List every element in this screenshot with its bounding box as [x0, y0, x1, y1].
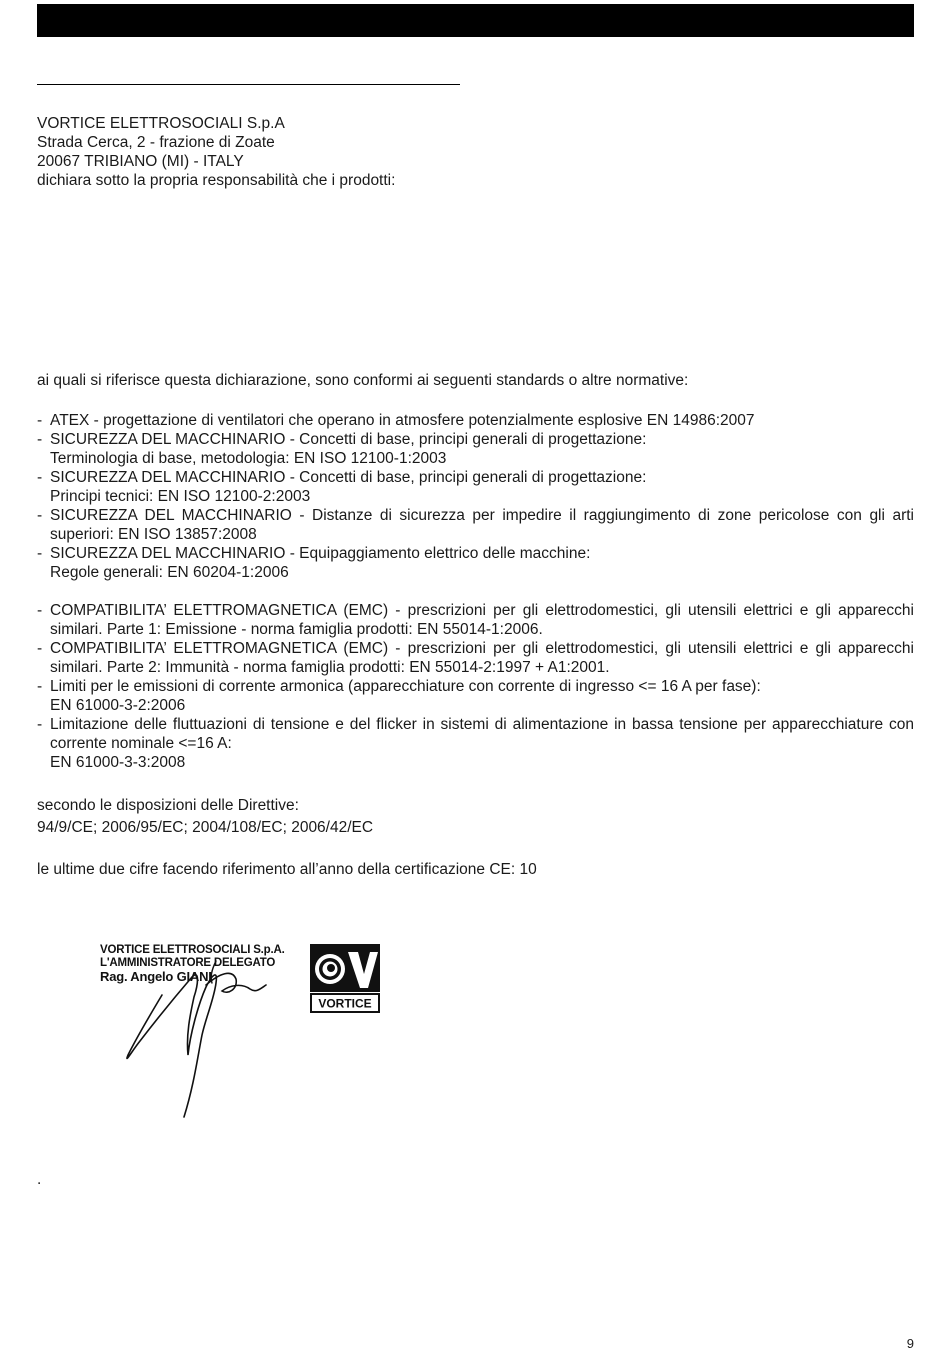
standard-item-line: - SICUREZZA DEL MACCHINARIO - Equipaggiamento elettrico delle macchine: — [50, 545, 591, 562]
standard-item — [37, 411, 914, 430]
standard-item — [37, 601, 914, 639]
vortice-logo-icon — [310, 944, 380, 1013]
standards-group-2 — [37, 601, 914, 772]
standard-item-line: Principi tecnici: EN ISO 12100-2:2003 — [50, 488, 311, 505]
standard-item — [37, 639, 914, 677]
directives-list: 94/9/CE; 2006/95/EC; 2004/108/EC; 2006/42/EC — [37, 819, 374, 836]
declaration-intro: dichiara sotto la propria responsabilità che i prodotti: — [37, 172, 396, 189]
standard-item-line: EN 61000-3-3:2008 — [50, 754, 186, 771]
standard-item-line: - SICUREZZA DEL MACCHINARIO - Distanze di sicurezza per impedire il raggiungimento di zone pericolose con gli arti superiori: EN ISO 13857:2008 — [50, 507, 914, 543]
title-underline — [37, 84, 460, 85]
directives-intro: secondo le disposizioni delle Direttive: — [37, 797, 299, 814]
stamp-line-2: L'AMMINISTRATORE DELEGATO — [100, 957, 276, 969]
standard-item-line: - Limiti per le emissioni di corrente armonica (apparecchiature con corrente di ingresso <= 16 A per fase): — [50, 678, 761, 695]
standard-item-line: Terminologia di base, metodologia: EN ISO 12100-1:2003 — [50, 450, 447, 467]
company-block — [37, 114, 914, 190]
standard-item — [37, 430, 914, 468]
stamp-line-1: VORTICE ELETTROSOCIALI S.p.A. — [100, 944, 285, 956]
company-address-line2: 20067 TRIBIANO (MI) - ITALY — [37, 153, 244, 170]
standard-item-line: - COMPATIBILITA’ ELETTROMAGNETICA (EMC) - prescrizioni per gli elettrodomestici, gli utensili elettrici e gli apparecchi similari. Parte 1: Emissione - norma famiglia prodotti: EN 55014-1:2006. — [50, 602, 914, 638]
standards-group-1 — [37, 411, 914, 582]
standard-item — [37, 506, 914, 544]
company-name: VORTICE ELETTROSOCIALI S.p.A — [37, 115, 285, 132]
standard-item-line: - SICUREZZA DEL MACCHINARIO - Concetti di base, principi generali di progettazione: — [50, 431, 647, 448]
standard-item-line: - Limitazione delle fluttuazioni di tensione e del flicker in sistemi di alimentazione in bassa tensione per apparecchiature con corrente nominale <=16 A: — [50, 716, 914, 752]
standard-item — [37, 715, 914, 772]
logo-text: VORTICE — [318, 996, 372, 1011]
trailing-dot: . — [37, 1171, 42, 1188]
standard-item — [37, 468, 914, 506]
ce-note: le ultime due cifre facendo riferimento all’anno della certificazione CE: 10 — [37, 861, 537, 878]
standard-item — [37, 544, 914, 582]
standard-item-line: EN 61000-3-2:2006 — [50, 697, 186, 714]
directives-block — [37, 796, 914, 837]
standard-item-line: Regole generali: EN 60204-1:2006 — [50, 564, 289, 581]
conformity-intro: ai quali si riferisce questa dichiarazione, sono conformi ai seguenti standards o altre normative: — [37, 372, 689, 389]
standard-item-line: - COMPATIBILITA’ ELETTROMAGNETICA (EMC) - prescrizioni per gli elettrodomestici, gli utensili elettrici e gli apparecchi similari. Parte 2: Immunità - norma famiglia prodotti: EN 55014-2:1997 + A1:2001. — [50, 640, 914, 676]
standard-item — [37, 677, 914, 715]
stamp-line-3: Rag. Angelo GIANI — [100, 969, 212, 984]
company-address-line1: Strada Cerca, 2 - frazione di Zoate — [37, 134, 275, 151]
header-bar — [37, 4, 914, 37]
standard-item-line: - ATEX - progettazione di ventilatori che operano in atmosfere potenzialmente esplosive EN 14986:2007 — [50, 412, 755, 429]
page-number: 9 — [906, 1336, 914, 1351]
signature-image — [120, 955, 280, 1125]
standard-item-line: - SICUREZZA DEL MACCHINARIO - Concetti di base, principi generali di progettazione: — [50, 469, 647, 486]
